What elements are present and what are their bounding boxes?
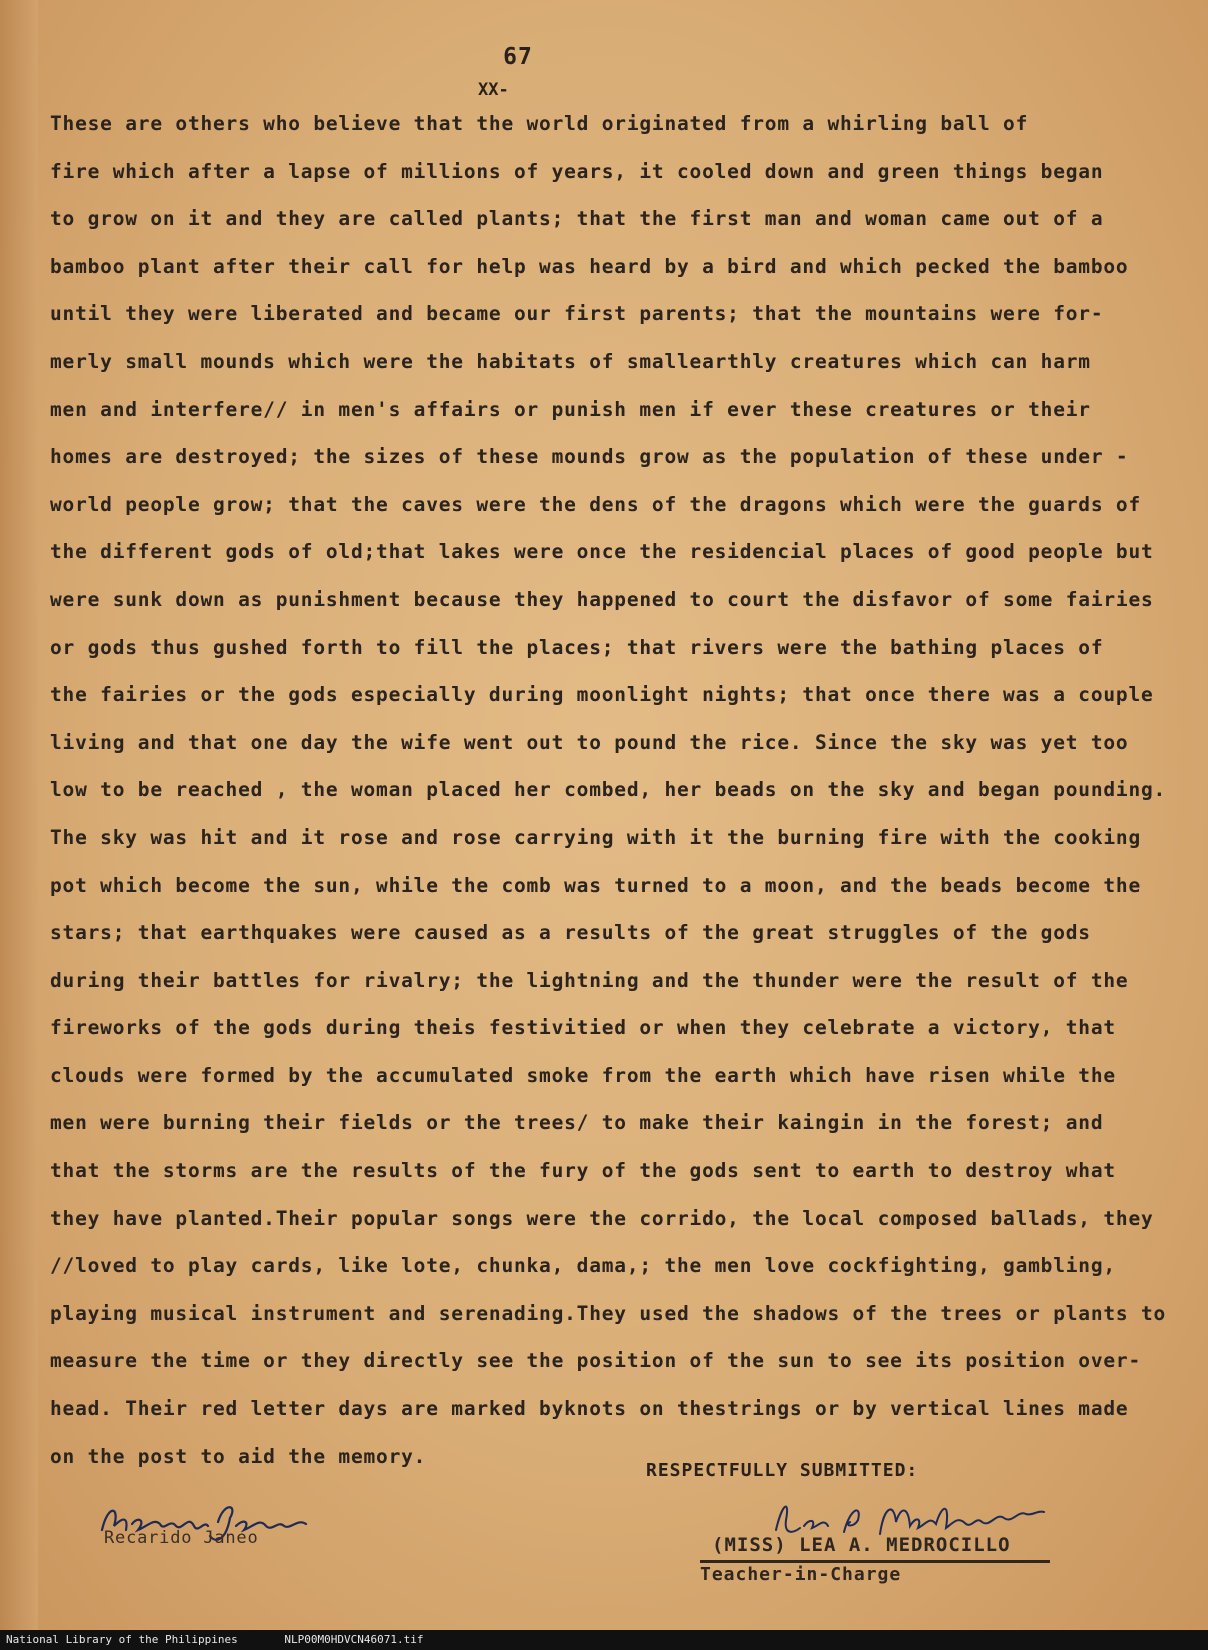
body-line: they have planted.Their popular songs were the corrido, the local composed ballads, they — [50, 1206, 1154, 1230]
body-line: bamboo plant after their call for help was heard by a bird and which pecked the bamboo — [50, 254, 1129, 278]
body-line: world people grow; that the caves were the dens of the dragons which were the guards of — [50, 492, 1141, 516]
body-line: men and interfere// in men's affairs or punish men if ever these creatures or their — [50, 397, 1091, 421]
closing-line: RESPECTFULLY SUBMITTED: — [646, 1460, 919, 1481]
signer-role: Teacher-in-Charge — [700, 1564, 902, 1585]
body-line: playing musical instrument and serenading.They used the shadows of the trees or plants to — [50, 1301, 1167, 1325]
body-line: to grow on it and they are called plants; that the first man and woman came out of a — [50, 207, 1104, 231]
body-line: clouds were formed by the accumulated smoke from the earth which have risen while the — [50, 1063, 1116, 1087]
body-line: fireworks of the gods during theis festivitied or when they celebrate a victory, that — [50, 1016, 1116, 1040]
body-line: stars; that earthquakes were caused as a results of the great struggles of the gods — [50, 921, 1091, 945]
archive-footer — [0, 1630, 1208, 1650]
footer-library: National Library of the Philippines — [6, 1633, 238, 1646]
body-line: or gods thus gushed forth to fill the places; that rivers were the bathing places of — [50, 635, 1104, 659]
body-line: until they were liberated and became our first parents; that the mountains were for- — [50, 302, 1104, 326]
body-line: that the storms are the results of the fury of the gods sent to earth to destroy what — [50, 1159, 1116, 1183]
page-edge-shadow — [0, 0, 38, 1650]
body-line: pot which become the sun, while the comb was turned to a moon, and the beads become the — [50, 873, 1141, 897]
body-line: measure the time or they directly see the position of the sun to see its position over- — [50, 1349, 1141, 1373]
struck-out-mark: XX- — [478, 80, 509, 100]
body-line: the fairies or the gods especially during moonlight nights; that once there was a couple — [50, 683, 1154, 707]
body-line: //loved to play cards, like lote, chunka, dama,; the men love cockfighting, gambling, — [50, 1254, 1116, 1278]
body-line: living and that one day the wife went out to pound the rice. Since the sky was yet too — [50, 730, 1129, 754]
body-line: low to be reached , the woman placed her combed, her beads on the sky and began pounding. — [50, 778, 1167, 802]
left-typed-name: Recarido Janeo — [104, 1528, 259, 1548]
body-text — [50, 100, 1170, 1480]
body-line: men were burning their fields or the trees/ to make their kaingin in the forest; and — [50, 1111, 1104, 1135]
page-number: 67 — [503, 44, 533, 70]
right-typed-name: (MISS) LEA A. MEDROCILLO — [712, 1534, 1011, 1556]
footer-file-id: NLP00M0HDVCN46071.tif — [284, 1633, 424, 1646]
body-line: These are others who believe that the world originated from a whirling ball of — [50, 112, 1029, 135]
body-line: fire which after a lapse of millions of years, it cooled down and green things began — [50, 159, 1104, 183]
body-line: during their battles for rivalry; the lightning and the thunder were the result of the — [50, 968, 1129, 992]
body-line: homes are destroyed; the sizes of these mounds grow as the population of these under - — [50, 445, 1129, 469]
body-line: head. Their red letter days are marked byknots on thestrings or by vertical lines made — [50, 1397, 1129, 1421]
signature-underline — [700, 1560, 1050, 1563]
body-line: on the post to aid the memory. — [50, 1444, 427, 1468]
body-line: merly small mounds which were the habitats of smallearthly creatures which can harm — [50, 349, 1091, 373]
body-line: the different gods of old;that lakes were once the residencial places of good people but — [50, 540, 1154, 564]
body-line: were sunk down as punishment because they happened to court the disfavor of some fairies — [50, 587, 1154, 611]
body-line: The sky was hit and it rose and rose carrying with it the burning fire with the cooking — [50, 825, 1141, 849]
